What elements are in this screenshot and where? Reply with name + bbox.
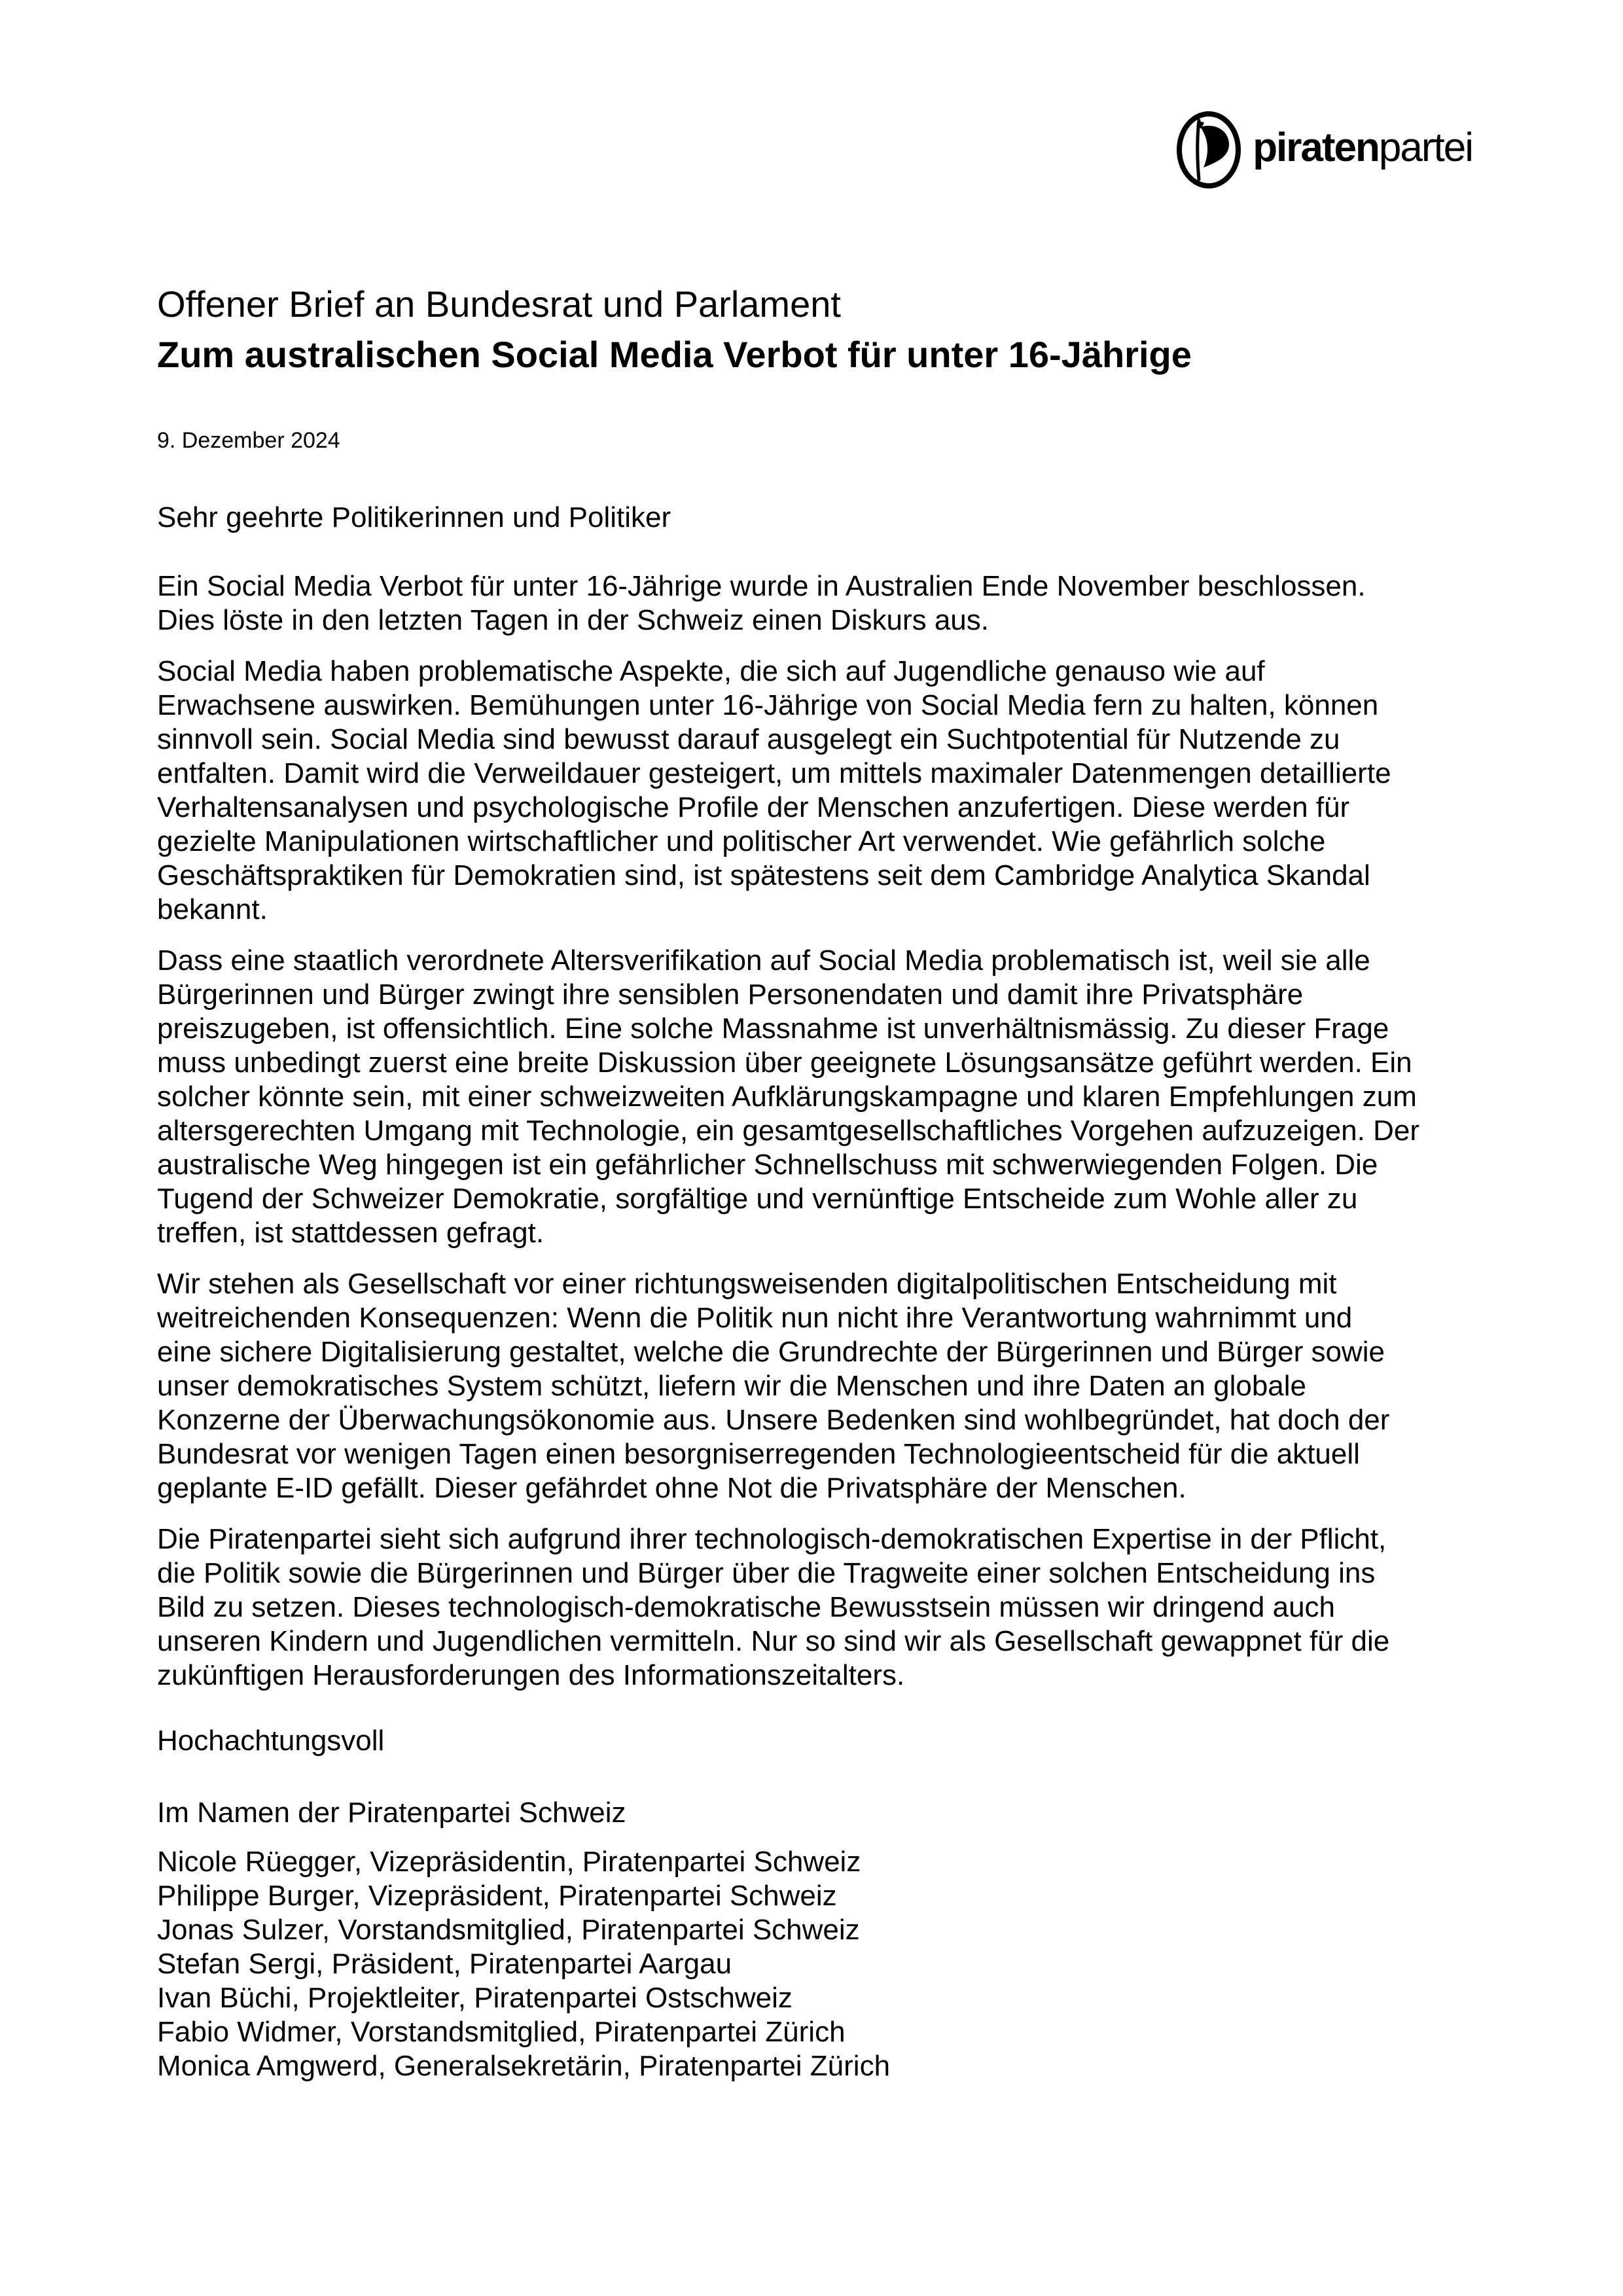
salutation: Sehr geehrte Politikerinnen und Politiker [157,501,671,533]
logo-wordmark [1253,125,1472,172]
signatory-2: Philippe Burger, Vizepräsident, Piratenpartei Schweiz [157,1880,837,1912]
signatories [157,1845,1446,2083]
signatory-7: Monica Amgwerd, Generalsekretärin, Piratenpartei Zürich [157,2050,891,2082]
signatory-1: Nicole Rüegger, Vizepräsidentin, Piratenpartei Schweiz [157,1846,861,1878]
signatory-4: Stefan Sergi, Präsident, Piratenpartei Aargau [157,1948,732,1980]
letter-date: 9. Dezember 2024 [157,428,340,453]
letter-title [157,279,1446,380]
pirate-sail-icon [1174,110,1243,190]
logo-text-piraten: piraten [1253,125,1379,170]
logo-text-partei: partei [1378,125,1472,170]
title-line-2: Zum australischen Social Media Verbot für unter 16-Jährige [157,334,1192,375]
signatory-6: Fabio Widmer, Vorstandsmitglied, Piratenpartei Zürich [157,2016,846,2048]
piratenpartei-logo [1174,110,1472,190]
paragraph-4: Wir stehen als Gesellschaft vor einer richtungsweisenden digitalpolitischen Entscheidung mit weitreichenden Konsequenzen: Wenn die Politik nun nicht ihre Verantwortung wahrnimmt und eine sichere Digitalisierung gestaltet, welche die Grundrechte der Bürgerinnen und Bürger sowie unser demokratisches System schützt, liefern wir die Menschen und ihre Daten an globale Konzerne der Überwachungsökonomie aus. Unsere Bedenken sind wohlbegründet, hat doch der Bundesrat vor wenigen Tagen einen besorgniserregenden Technologieentscheid für die aktuell geplante E-ID gefällt. Dieser gefährdet ohne Not die Privatsphäre der Menschen. [157,1268,1390,1504]
paragraph-2: Social Media haben problematische Aspekte, die sich auf Jugendliche genauso wie auf Erwachsene auswirken. Bemühungen unter 16-Jährige von Social Media fern zu halten, können sinnvoll sein. Social Media sind bewusst darauf ausgelegt ein Suchtpotential für Nutzende zu entfalten. Damit wird die Verweildauer gesteigert, um mittels maximaler Datenmengen detaillierte Verhaltensanalysen und psychologische Profile der Menschen anzufertigen. Diese werden für gezielte Manipulationen wirtschaftlicher und politischer Art verwendet. Wie gefährlich solche Geschäftspraktiken für Demokratien sind, ist spätestens seit dem Cambridge Analytica Skandal bekannt. [157,655,1391,925]
paragraph-3: Dass eine staatlich verordnete Altersverifikation auf Social Media problematisch ist, weil sie alle Bürgerinnen und Bürger zwingt ihre sensiblen Personendaten und damit ihre Privatsphäre preiszugeben, ist offensichtlich. Eine solche Massnahme ist unverhältnismässig. Zu dieser Frage muss unbedingt zuerst eine breite Diskussion über geeignete Lösungsansätze geführt werden. Ein solcher könnte sein, mit einer schweizweiten Aufklärungskampagne und klaren Empfehlungen zum altersgerechten Umgang mit Technologie, ein gesamtgesellschaftliches Vorgehen aufzuzeigen. Der australische Weg hingegen ist ein gefährlicher Schnellschuss mit schwerwiegenden Folgen. Die Tugend der Schweizer Demokratie, sorgfältige und vernünftige Entscheide zum Wohle aller zu treffen, ist stattdessen gefragt. [157,944,1419,1249]
on-behalf-line: Im Namen der Piratenpartei Schweiz [157,1797,626,1829]
closing: Hochachtungsvoll [157,1725,385,1757]
paragraph-5: Die Piratenpartei sieht sich aufgrund ihrer technologisch-demokratischen Expertise in der Pflicht, die Politik sowie die Bürgerinnen und Bürger über die Tragweite einer solchen Entscheidung ins Bild zu setzen. Dieses technologisch-demokratische Bewusstsein müssen wir dringend auch unseren Kindern und Jugendlichen vermitteln. Nur so sind wir als Gesellschaft gewappnet für die zukünftigen Herausforderungen des Informationszeitalters. [157,1523,1390,1691]
title-line-1: Offener Brief an Bundesrat und Parlament [157,283,841,325]
signatory-5: Ivan Büchi, Projektleiter, Piratenpartei Ostschweiz [157,1982,793,2014]
paragraph-1: Ein Social Media Verbot für unter 16-Jährige wurde in Australien Ende November beschlossen. Dies löste in den letzten Tagen in der Schweiz einen Diskurs aus. [157,570,1366,636]
letter-content [157,0,1446,2083]
signatory-3: Jonas Sulzer, Vorstandsmitglied, Piratenpartei Schweiz [157,1914,860,1946]
